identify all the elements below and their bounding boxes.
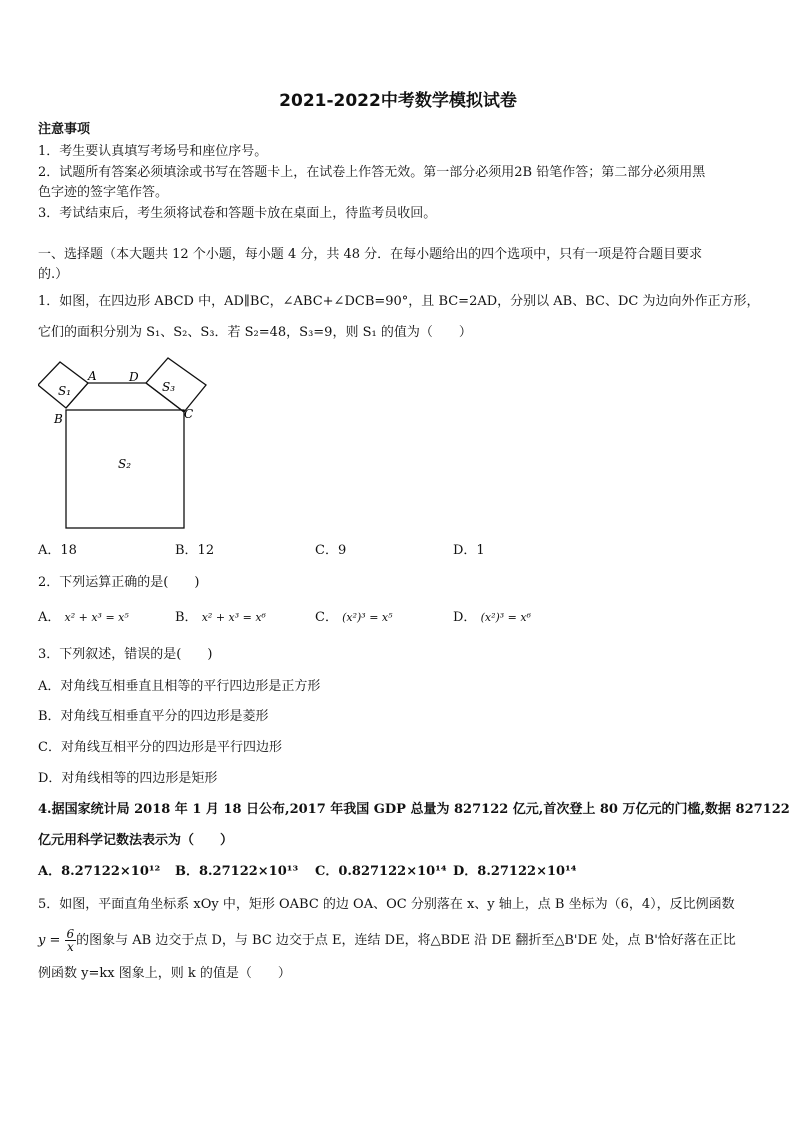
question-4-stem-cont: 亿元用科学记数法表示为（ ） xyxy=(38,833,234,848)
question-1-figure xyxy=(38,355,218,535)
q2-option-c xyxy=(315,609,393,627)
label-s1: S₁ xyxy=(58,384,72,398)
label-s2: S₂ xyxy=(118,457,132,471)
q2-option-b xyxy=(175,609,266,627)
q5-stem-rest: 的图象与 AB 边交于点 D，与 BC 边交于点 E，连结 DE，将△BDE 沿 DE 翻折至△B'DE 处，点 B'恰好落在正比 xyxy=(76,933,736,948)
note-item: 2．试题所有答案必须填涂或书写在答题卡上，在试卷上作答无效。第一部分必须用2B 铅笔作答；第二部分必须用黑 xyxy=(38,165,706,180)
q1-option-b: B．12 xyxy=(175,543,215,558)
label-d: D xyxy=(129,370,139,384)
question-5-stem-cont xyxy=(38,926,736,956)
label-a: A xyxy=(88,369,97,383)
section-heading: 一、选择题（本大题共 12 个小题，每小题 4 分，共 48 分．在每小题给出的四个选项中，只有一项是符合题目要求 xyxy=(38,247,703,262)
label-c: C xyxy=(184,407,194,421)
q2-option-c-label: C． xyxy=(315,610,338,625)
q1-option-d: D．1 xyxy=(453,543,485,558)
question-4-stem: 4.据国家统计局 2018 年 1 月 18 日公布,2017 年我国 GDP 总量为 827122 亿元,首次登上 80 万亿元的门槛,数据 827122 xyxy=(38,802,790,817)
q5-function-y: y = xyxy=(38,933,65,948)
section-heading-cont: 的.） xyxy=(38,267,69,282)
q2-option-b-label: B． xyxy=(175,610,198,625)
q2-option-a-label: A． xyxy=(38,610,61,625)
question-5-stem: 5．如图，平面直角坐标系 xOy 中，矩形 OABC 的边 OA、OC 分别落在 x、y 轴上，点 B 坐标为（6，4），反比例函数 xyxy=(38,897,735,912)
note-item: 1．考生要认真填写考场号和座位序号。 xyxy=(38,144,268,159)
label-b: B xyxy=(54,412,63,426)
q2-option-a-expr: x² + x³ = x⁵ xyxy=(64,611,129,624)
q2-option-a xyxy=(38,609,129,627)
notes-heading: 注意事项 xyxy=(38,122,91,137)
q5-fraction xyxy=(65,928,77,953)
q2-option-b-expr: x² + x³ = x⁶ xyxy=(201,611,266,624)
q1-option-a: A．18 xyxy=(38,543,77,558)
label-s3: S₃ xyxy=(162,380,176,394)
q2-option-c-expr: (x²)³ = x⁵ xyxy=(342,611,393,624)
q4-option-b: B．8.27122×10¹³ xyxy=(175,864,299,879)
q5-fraction-denominator: x xyxy=(66,940,74,954)
q2-option-d xyxy=(453,609,531,627)
page-title: 2021-2022中考数学模拟试卷 xyxy=(279,91,517,111)
q2-option-d-expr: (x²)³ = x⁶ xyxy=(480,611,532,624)
note-item: 3．考试结束后，考生须将试卷和答题卡放在桌面上，待监考员收回。 xyxy=(38,206,437,221)
q2-option-d-label: D． xyxy=(453,610,477,625)
note-item: 色字迹的签字笔作答。 xyxy=(38,185,169,200)
question-1-stem: 1．如图，在四边形 ABCD 中，AD∥BC，∠ABC+∠DCB=90°，且 BC=2AD，分别以 AB、BC、DC 为边向外作正方形， xyxy=(38,294,760,309)
q4-option-d: D．8.27122×10¹⁴ xyxy=(453,864,577,879)
q3-option-c: C．对角线互相平分的四边形是平行四边形 xyxy=(38,740,282,755)
question-5-stem-end: 例函数 y=kx 图象上，则 k 的值是（ ） xyxy=(38,966,291,981)
q4-option-a: A．8.27122×10¹² xyxy=(38,864,161,879)
question-1-stem-cont: 它们的面积分别为 S₁、S₂、S₃．若 S₂=48，S₃=9，则 S₁ 的值为（ ） xyxy=(38,325,472,340)
q5-fraction-numerator: 6 xyxy=(66,927,75,941)
q3-option-d: D．对角线相等的四边形是矩形 xyxy=(38,771,218,786)
q1-option-c: C．9 xyxy=(315,543,347,558)
q3-option-b: B．对角线互相垂直平分的四边形是菱形 xyxy=(38,709,269,724)
question-2-stem: 2．下列运算正确的是( ) xyxy=(38,575,200,590)
q4-option-c: C．0.827122×10¹⁴ xyxy=(315,864,447,879)
question-3-stem: 3．下列叙述，错误的是( ) xyxy=(38,647,213,662)
q3-option-a: A．对角线互相垂直且相等的平行四边形是正方形 xyxy=(38,679,321,694)
